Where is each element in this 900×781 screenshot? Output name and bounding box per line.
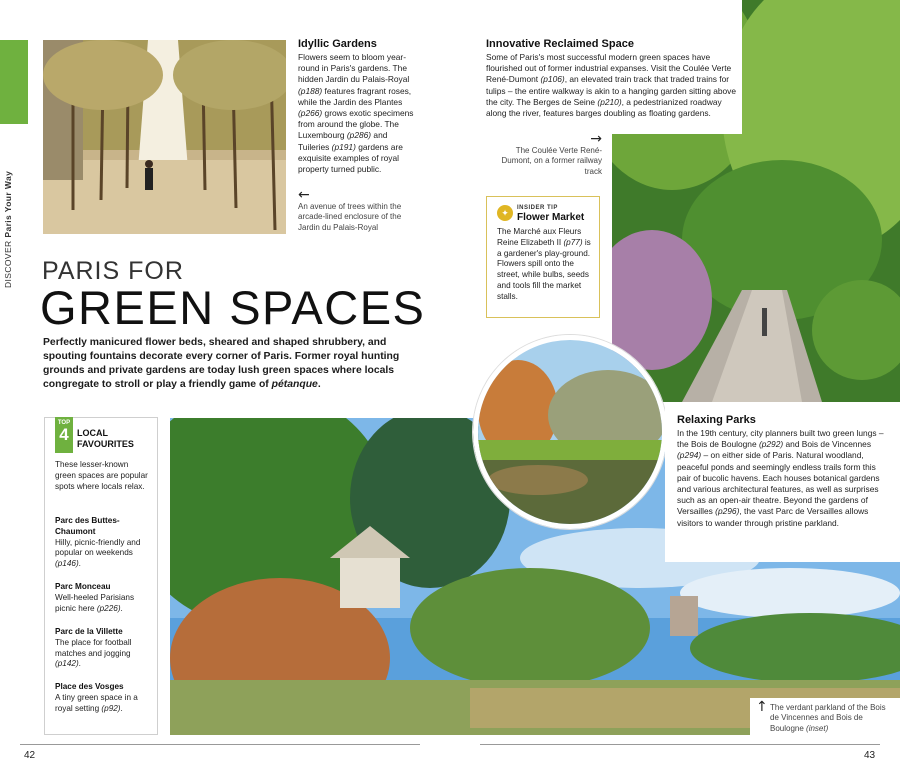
- title-kicker: PARIS FOR: [42, 257, 184, 285]
- insider-tip-title: Flower Market: [517, 212, 585, 223]
- reclaimed-space-heading: Innovative Reclaimed Space: [486, 38, 634, 50]
- page-number-left: 42: [24, 750, 36, 761]
- reclaimed-space-text: Some of Paris's most successful modern green spaces have flourished out of former industrial expanses. Visit the Coulée Verte René-Dumont (p106), an elevated train track that traded trains for tulips – the entire walkway is akin to a hanging garden sitting above the city. The Berges de Seine (p210), a pedestrianized roadway along the river, features barges doubling as floating gardens.: [486, 52, 737, 119]
- coulee-caption: [500, 132, 602, 177]
- reclaimed-space-block: [486, 38, 736, 119]
- section-label: DISCOVER Paris Your Way: [3, 170, 13, 288]
- top4-intro: These lesser-known green spaces are popular spots where locals relax.: [55, 460, 148, 491]
- avenue-caption-text: An avenue of trees within the arcade-lined enclosure of the Jardin du Palais-Royal: [298, 202, 402, 232]
- lightbulb-icon: ✦: [497, 205, 513, 221]
- favourite-item: Place des Vosges A tiny green space in a royal setting (p92).: [55, 682, 138, 713]
- coulee-caption-text: The Coulée Verte René-Dumont, on a former railway track: [501, 146, 602, 176]
- insider-tip-box: [486, 196, 600, 318]
- page-title: GREEN SPACES: [40, 281, 426, 334]
- top4-badge-label: TOP: [57, 420, 71, 426]
- avenue-photo: [43, 40, 286, 234]
- insider-tip-text: The Marché aux Fleurs Reine Elizabeth II (p77) is a gardener's play-ground. Flowers spill onto the street, while bulbs, seeds and tools fill the market stalls.: [497, 227, 591, 301]
- top4-badge-number: 4: [59, 425, 69, 444]
- idyllic-gardens-block: [298, 38, 416, 175]
- avenue-caption: [298, 188, 408, 233]
- bois-de-boulogne-inset-photo: [473, 335, 667, 529]
- footer-rule-right: [480, 744, 880, 745]
- idyllic-gardens-heading: Idyllic Gardens: [298, 38, 377, 50]
- idyllic-gardens-text: Flowers seem to bloom year-round in Paris's gardens. The hidden Jardin du Palais-Royal (p188) features fragrant roses, while the Jardin des Plantes (p266) grows exotic specimens from around the globe. The Luxembourg (p286) and Tuileries (p191) gardens are exquisite examples of royal property turned public.: [298, 52, 414, 175]
- insider-tip-kicker: INSIDER TIP: [517, 205, 558, 211]
- arrow-up-icon: ↑: [756, 699, 768, 715]
- section-color-bar: [0, 40, 28, 124]
- favourite-item: Parc Monceau Well-heeled Parisians picnic here (p226).: [55, 582, 135, 613]
- page-number-right: 43: [864, 750, 876, 761]
- top4-favourites-box: [44, 417, 158, 735]
- favourite-item: Parc des Buttes-Chaumont Hilly, picnic-friendly and popular on weekends (p146).: [55, 516, 141, 569]
- relaxing-parks-block: [677, 414, 889, 529]
- top4-badge: [55, 417, 73, 453]
- top4-heading: LOCAL FAVOURITES: [77, 428, 134, 449]
- arrow-left-icon: ←: [298, 187, 310, 203]
- relaxing-parks-heading: Relaxing Parks: [677, 414, 756, 426]
- footer-rule-left: [20, 744, 420, 745]
- favourite-item: Parc de la Villette The place for football matches and jogging (p142).: [55, 627, 132, 669]
- parkland-caption: The verdant parkland of the Bois de Vincennes and Bois de Boulogne (inset): [770, 703, 886, 733]
- section-tab: [0, 40, 28, 288]
- relaxing-parks-text: In the 19th century, city planners built two green lungs – the Bois de Boulogne (p292) and Bois de Vincennes (p294) – on either side of Paris. Natural woodland, peaceful ponds and seemingly endless trails form this pair of bucolic havens. Each houses botanical gardens and various architectural features, as well as surprises such as an open-air theatre. Beyond the gardens of Versailles (p296), the vast Parc de Versailles allows visitors to wander through pristine parkland.: [677, 428, 884, 528]
- arrow-right-icon: →: [590, 131, 602, 147]
- intro-text: Perfectly manicured flower beds, sheared and shaped shrubbery, and spouting fountains decorate every corner of Paris. Former royal hunting grounds and private gardens are today lush green spaces where locals congregate to stroll or play a friendly game of pétanque.: [43, 337, 400, 390]
